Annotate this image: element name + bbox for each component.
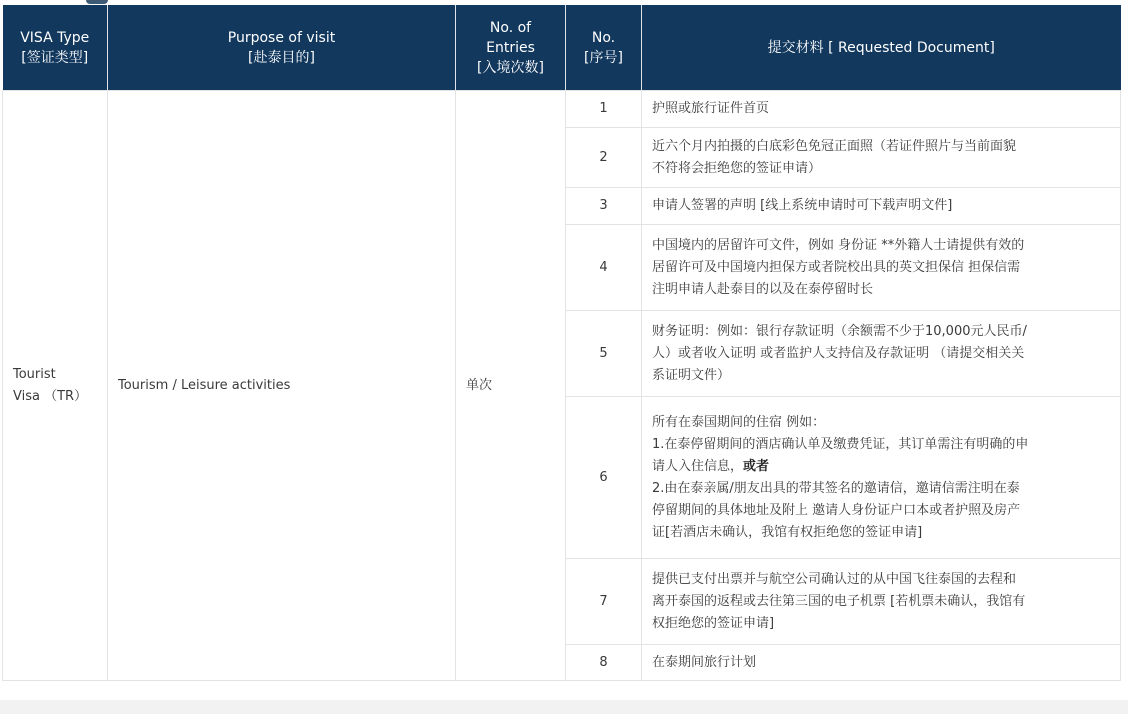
row-number: 3	[566, 188, 642, 225]
header-visa-type-cn: [签证类型]	[21, 49, 89, 66]
document-line: 离开泰国的返程或去往第三国的电子机票 [若机票未确认，我馆有	[652, 593, 1026, 609]
document-cell	[642, 559, 1121, 645]
header-entries-line2: Entries	[486, 39, 535, 56]
document-cell	[642, 91, 1121, 128]
header-document	[642, 5, 1121, 91]
header-visa-type-en: VISA Type	[20, 29, 90, 46]
table-row	[3, 91, 1121, 128]
document-cell	[642, 645, 1121, 681]
document-line: 提供已支付出票并与航空公司确认过的从中国飞往泰国的去程和	[652, 571, 1017, 587]
header-entries-line1: No. of	[489, 19, 532, 36]
document-cell	[642, 311, 1121, 397]
document-line: 居留许可及中国境内担保方或者院校出具的英文担保信 担保信需	[652, 259, 1021, 275]
visa-type-line2: Visa （TR）	[13, 388, 88, 404]
visa-requirements-table	[2, 5, 1121, 681]
entries-cell: 单次	[456, 91, 566, 681]
document-line: 申请人签署的声明 [线上系统申请时可下载声明文件]	[652, 198, 953, 213]
document-line: 权拒绝您的签证申请]	[652, 615, 775, 631]
document-line: 系证明文件）	[652, 367, 731, 383]
bold-or-text: 或者	[743, 458, 770, 474]
row-number: 6	[566, 397, 642, 559]
row-number: 4	[566, 225, 642, 311]
header-purpose-en: Purpose of visit	[227, 29, 336, 46]
purpose-cell: Tourism / Leisure activities	[108, 91, 456, 681]
document-cell	[642, 128, 1121, 188]
document-line: 1.在泰停留期间的酒店确认单及缴费凭证，其订单需注有明确的申	[652, 436, 1029, 452]
header-entries-cn: [入境次数]	[477, 59, 544, 76]
document-line: 不符将会拒绝您的签证申请）	[652, 160, 822, 176]
document-line-text: 请人入住信息，	[652, 458, 744, 474]
document-line: 2.由在泰亲属/朋友出具的带其签名的邀请信，邀请信需注明在泰	[652, 480, 1020, 496]
visa-type-line1: Tourist	[13, 366, 56, 382]
row-number: 2	[566, 128, 642, 188]
header-purpose-cn: [赴泰目的]	[248, 49, 315, 66]
document-cell	[642, 225, 1121, 311]
document-line: 中国境内的居留许可文件，例如 身份证 **外籍人士请提供有效的	[652, 237, 1025, 253]
bottom-strip	[0, 700, 1128, 714]
header-entries	[456, 5, 566, 91]
document-line	[652, 456, 1110, 478]
header-row	[3, 5, 1121, 91]
document-cell	[642, 397, 1121, 559]
document-cell	[642, 188, 1121, 225]
row-number: 8	[566, 645, 642, 681]
header-document-label: 提交材料 [ Requested Document]	[767, 39, 995, 56]
document-line: 所有在泰国期间的住宿 例如：	[652, 414, 826, 430]
header-visa-type	[3, 5, 108, 91]
row-number: 5	[566, 311, 642, 397]
header-no-en: No.	[591, 29, 616, 46]
header-no-cn: [序号]	[584, 49, 623, 66]
document-line: 停留期间的具体地址及附上 邀请人身份证户口本或者护照及房产	[652, 502, 1021, 518]
document-line: 注明申请人赴泰目的以及在泰停留时长	[652, 281, 874, 297]
header-purpose	[108, 5, 456, 91]
header-no	[566, 5, 642, 91]
row-number: 1	[566, 91, 642, 128]
visa-type-cell	[3, 91, 108, 681]
document-line: 护照或旅行证件首页	[652, 101, 770, 116]
document-line: 人）或者收入证明 或者监护人支持信及存款证明 （请提交相关关	[652, 345, 1025, 361]
document-line: 在泰期间旅行计划	[652, 654, 757, 670]
document-line: 证[若酒店未确认，我馆有权拒绝您的签证申请]	[652, 524, 923, 540]
document-line: 财务证明：例如：银行存款证明（余额需不少于10,000元人民币/	[652, 323, 1027, 339]
document-line: 近六个月内拍摄的白底彩色免冠正面照（若证件照片与当前面貌	[652, 138, 1017, 154]
row-number: 7	[566, 559, 642, 645]
decorative-tab	[86, 0, 108, 4]
